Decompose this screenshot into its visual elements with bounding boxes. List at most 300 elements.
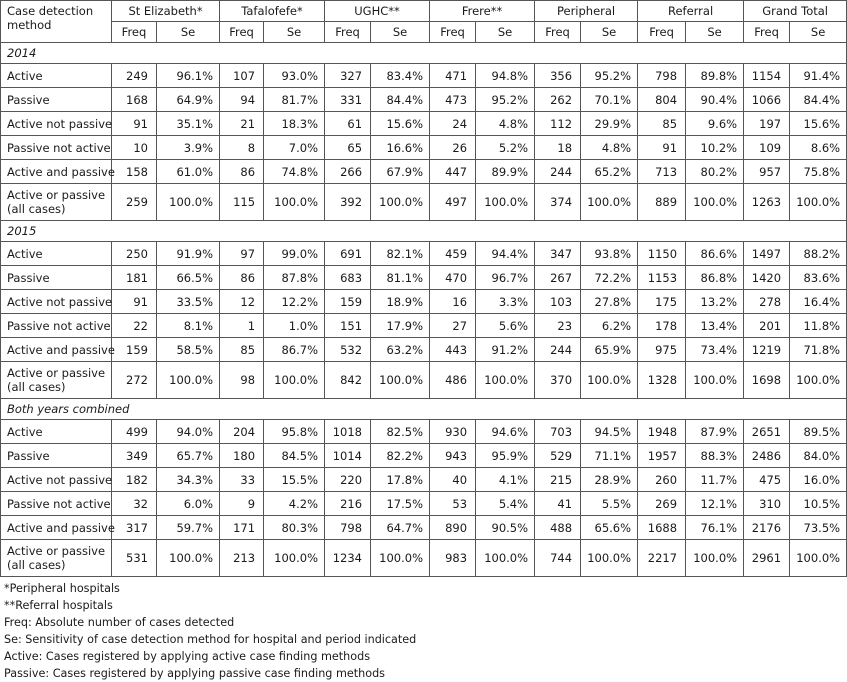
freq-cell: 159 <box>112 338 157 362</box>
freq-cell: 269 <box>638 492 686 516</box>
freq-cell: 159 <box>325 290 371 314</box>
footnote-line: Freq: Absolute number of cases detected <box>4 616 235 629</box>
freq-cell: 890 <box>430 516 476 540</box>
freq-cell: 1018 <box>325 420 371 444</box>
se-cell: 81.1% <box>371 266 430 290</box>
se-cell: 91.4% <box>790 64 847 88</box>
column-header-grand-total: Grand Total <box>744 1 847 22</box>
freq-cell: 53 <box>430 492 476 516</box>
se-cell: 90.4% <box>686 88 744 112</box>
freq-cell: 713 <box>638 160 686 184</box>
se-cell: 8.6% <box>790 136 847 160</box>
freq-cell: 24 <box>430 112 476 136</box>
se-cell: 73.5% <box>790 516 847 540</box>
se-cell: 13.4% <box>686 314 744 338</box>
se-cell: 100.0% <box>157 184 220 221</box>
se-cell: 73.4% <box>686 338 744 362</box>
freq-cell: 61 <box>325 112 371 136</box>
row-method-label: Active and passive <box>1 338 112 362</box>
se-cell: 94.8% <box>476 64 535 88</box>
row-method-label: Active and passive <box>1 160 112 184</box>
se-cell: 70.1% <box>581 88 638 112</box>
freq-cell: 115 <box>220 184 264 221</box>
se-subheader: Se <box>371 22 430 43</box>
se-cell: 71.8% <box>790 338 847 362</box>
freq-cell: 23 <box>535 314 581 338</box>
se-cell: 67.9% <box>371 160 430 184</box>
freq-cell: 2961 <box>744 540 790 577</box>
freq-cell: 488 <box>535 516 581 540</box>
table-row <box>1 420 847 444</box>
se-cell: 65.7% <box>157 444 220 468</box>
freq-cell: 804 <box>638 88 686 112</box>
freq-cell: 262 <box>535 88 581 112</box>
table-row <box>1 112 847 136</box>
se-cell: 16.0% <box>790 468 847 492</box>
se-cell: 12.2% <box>264 290 325 314</box>
freq-cell: 1 <box>220 314 264 338</box>
row-method-label: Active and passive <box>1 516 112 540</box>
se-cell: 18.9% <box>371 290 430 314</box>
freq-cell: 957 <box>744 160 790 184</box>
row-method-label: Passive not active <box>1 492 112 516</box>
se-cell: 100.0% <box>371 184 430 221</box>
freq-cell: 249 <box>112 64 157 88</box>
footnote-line: Se: Sensitivity of case detection method for hospital and period indicated <box>4 633 417 646</box>
se-cell: 64.7% <box>371 516 430 540</box>
se-subheader: Se <box>264 22 325 43</box>
section-title: Both years combined <box>1 399 847 420</box>
freq-cell: 180 <box>220 444 264 468</box>
column-header-frere: Frere** <box>430 1 535 22</box>
se-cell: 16.6% <box>371 136 430 160</box>
freq-cell: 1688 <box>638 516 686 540</box>
freq-cell: 1263 <box>744 184 790 221</box>
freq-cell: 471 <box>430 64 476 88</box>
freq-cell: 930 <box>430 420 476 444</box>
row-method-label: Active <box>1 420 112 444</box>
footnote-line: Active: Cases registered by applying active case finding methods <box>4 650 371 663</box>
se-cell: 95.9% <box>476 444 535 468</box>
se-cell: 100.0% <box>581 540 638 577</box>
column-header-tafalofefe: Tafalofefe* <box>220 1 325 22</box>
column-header-st-elizabeth: St Elizabeth* <box>112 1 220 22</box>
se-cell: 96.1% <box>157 64 220 88</box>
freq-cell: 259 <box>112 184 157 221</box>
table-row <box>1 266 847 290</box>
freq-cell: 374 <box>535 184 581 221</box>
se-cell: 100.0% <box>371 362 430 399</box>
se-cell: 93.8% <box>581 242 638 266</box>
row-method-label: Active <box>1 242 112 266</box>
se-cell: 100.0% <box>581 362 638 399</box>
se-cell: 94.6% <box>476 420 535 444</box>
se-cell: 100.0% <box>686 362 744 399</box>
se-cell: 4.1% <box>476 468 535 492</box>
se-cell: 82.1% <box>371 242 430 266</box>
se-cell: 100.0% <box>371 540 430 577</box>
freq-cell: 889 <box>638 184 686 221</box>
row-method-label: Active not passive <box>1 112 112 136</box>
freq-cell: 98 <box>220 362 264 399</box>
footnotes <box>0 577 837 682</box>
se-cell: 94.4% <box>476 242 535 266</box>
se-cell: 95.2% <box>476 88 535 112</box>
se-cell: 86.7% <box>264 338 325 362</box>
table-row <box>1 492 847 516</box>
table-row <box>1 88 847 112</box>
se-cell: 35.1% <box>157 112 220 136</box>
freq-cell: 266 <box>325 160 371 184</box>
se-cell: 33.5% <box>157 290 220 314</box>
freq-cell: 1066 <box>744 88 790 112</box>
freq-subheader: Freq <box>744 22 790 43</box>
column-header-ughc: UGHC** <box>325 1 430 22</box>
row-method-label: Active or passive (all cases) <box>1 184 112 221</box>
freq-subheader: Freq <box>112 22 157 43</box>
freq-cell: 975 <box>638 338 686 362</box>
freq-cell: 497 <box>430 184 476 221</box>
table-row <box>1 136 847 160</box>
freq-cell: 168 <box>112 88 157 112</box>
freq-cell: 349 <box>112 444 157 468</box>
freq-cell: 2486 <box>744 444 790 468</box>
row-method-label: Active not passive <box>1 468 112 492</box>
header-row <box>1 1 847 22</box>
freq-cell: 1150 <box>638 242 686 266</box>
se-cell: 65.6% <box>581 516 638 540</box>
se-cell: 10.5% <box>790 492 847 516</box>
se-cell: 75.8% <box>790 160 847 184</box>
freq-cell: 21 <box>220 112 264 136</box>
se-cell: 17.9% <box>371 314 430 338</box>
freq-cell: 470 <box>430 266 476 290</box>
se-cell: 100.0% <box>476 184 535 221</box>
se-cell: 6.2% <box>581 314 638 338</box>
se-cell: 11.7% <box>686 468 744 492</box>
se-cell: 74.8% <box>264 160 325 184</box>
se-cell: 9.6% <box>686 112 744 136</box>
se-cell: 89.8% <box>686 64 744 88</box>
footnote-line: Passive: Cases registered by applying passive case finding methods <box>4 667 386 680</box>
freq-cell: 204 <box>220 420 264 444</box>
se-cell: 100.0% <box>264 362 325 399</box>
freq-cell: 201 <box>744 314 790 338</box>
freq-cell: 178 <box>638 314 686 338</box>
freq-cell: 272 <box>112 362 157 399</box>
se-cell: 94.0% <box>157 420 220 444</box>
freq-subheader: Freq <box>535 22 581 43</box>
se-subheader: Se <box>790 22 847 43</box>
freq-cell: 12 <box>220 290 264 314</box>
row-method-label: Active <box>1 64 112 88</box>
table-row <box>1 362 847 399</box>
table-row <box>1 242 847 266</box>
freq-cell: 683 <box>325 266 371 290</box>
se-cell: 83.4% <box>371 64 430 88</box>
se-subheader: Se <box>686 22 744 43</box>
freq-cell: 27 <box>430 314 476 338</box>
freq-cell: 475 <box>744 468 790 492</box>
se-cell: 100.0% <box>157 362 220 399</box>
freq-cell: 1420 <box>744 266 790 290</box>
freq-cell: 691 <box>325 242 371 266</box>
freq-cell: 18 <box>535 136 581 160</box>
freq-cell: 392 <box>325 184 371 221</box>
se-cell: 91.9% <box>157 242 220 266</box>
freq-cell: 22 <box>112 314 157 338</box>
se-cell: 64.9% <box>157 88 220 112</box>
se-subheader: Se <box>157 22 220 43</box>
freq-cell: 97 <box>220 242 264 266</box>
freq-cell: 107 <box>220 64 264 88</box>
freq-cell: 1219 <box>744 338 790 362</box>
se-cell: 5.2% <box>476 136 535 160</box>
freq-cell: 1328 <box>638 362 686 399</box>
se-cell: 3.3% <box>476 290 535 314</box>
se-cell: 11.8% <box>790 314 847 338</box>
se-cell: 4.8% <box>581 136 638 160</box>
subheader-row <box>1 22 847 43</box>
se-cell: 71.1% <box>581 444 638 468</box>
se-cell: 28.9% <box>581 468 638 492</box>
freq-cell: 473 <box>430 88 476 112</box>
se-cell: 100.0% <box>476 540 535 577</box>
se-cell: 100.0% <box>790 362 847 399</box>
freq-cell: 1234 <box>325 540 371 577</box>
table-row <box>1 184 847 221</box>
freq-cell: 244 <box>535 338 581 362</box>
freq-subheader: Freq <box>430 22 476 43</box>
se-cell: 84.5% <box>264 444 325 468</box>
freq-cell: 459 <box>430 242 476 266</box>
freq-cell: 85 <box>220 338 264 362</box>
freq-cell: 2651 <box>744 420 790 444</box>
freq-cell: 798 <box>325 516 371 540</box>
freq-cell: 86 <box>220 160 264 184</box>
freq-subheader: Freq <box>325 22 371 43</box>
table-row <box>1 160 847 184</box>
se-cell: 95.8% <box>264 420 325 444</box>
table-row <box>1 338 847 362</box>
se-cell: 13.2% <box>686 290 744 314</box>
se-cell: 7.0% <box>264 136 325 160</box>
freq-cell: 842 <box>325 362 371 399</box>
se-cell: 16.4% <box>790 290 847 314</box>
se-cell: 93.0% <box>264 64 325 88</box>
freq-cell: 267 <box>535 266 581 290</box>
freq-cell: 197 <box>744 112 790 136</box>
se-cell: 100.0% <box>686 184 744 221</box>
freq-cell: 486 <box>430 362 476 399</box>
se-cell: 100.0% <box>264 540 325 577</box>
se-cell: 3.9% <box>157 136 220 160</box>
se-cell: 15.6% <box>371 112 430 136</box>
row-method-label: Active or passive (all cases) <box>1 362 112 399</box>
se-cell: 61.0% <box>157 160 220 184</box>
se-cell: 86.6% <box>686 242 744 266</box>
freq-cell: 91 <box>638 136 686 160</box>
se-cell: 83.6% <box>790 266 847 290</box>
se-cell: 88.2% <box>790 242 847 266</box>
table-row <box>1 468 847 492</box>
se-cell: 27.8% <box>581 290 638 314</box>
se-cell: 84.4% <box>371 88 430 112</box>
table-row <box>1 516 847 540</box>
se-cell: 15.6% <box>790 112 847 136</box>
row-method-label: Active or passive (all cases) <box>1 540 112 577</box>
se-cell: 89.9% <box>476 160 535 184</box>
freq-cell: 983 <box>430 540 476 577</box>
row-method-label: Active not passive <box>1 290 112 314</box>
freq-cell: 9 <box>220 492 264 516</box>
freq-cell: 327 <box>325 64 371 88</box>
se-cell: 15.5% <box>264 468 325 492</box>
se-cell: 12.1% <box>686 492 744 516</box>
freq-cell: 220 <box>325 468 371 492</box>
se-cell: 8.1% <box>157 314 220 338</box>
se-cell: 4.2% <box>264 492 325 516</box>
se-cell: 89.5% <box>790 420 847 444</box>
freq-cell: 91 <box>112 290 157 314</box>
se-cell: 17.8% <box>371 468 430 492</box>
freq-cell: 94 <box>220 88 264 112</box>
freq-cell: 250 <box>112 242 157 266</box>
freq-cell: 443 <box>430 338 476 362</box>
freq-cell: 32 <box>112 492 157 516</box>
row-method-label: Passive <box>1 266 112 290</box>
se-cell: 82.2% <box>371 444 430 468</box>
freq-cell: 1957 <box>638 444 686 468</box>
se-cell: 58.5% <box>157 338 220 362</box>
se-cell: 6.0% <box>157 492 220 516</box>
freq-cell: 33 <box>220 468 264 492</box>
freq-cell: 356 <box>535 64 581 88</box>
freq-cell: 112 <box>535 112 581 136</box>
freq-cell: 499 <box>112 420 157 444</box>
se-cell: 1.0% <box>264 314 325 338</box>
se-cell: 76.1% <box>686 516 744 540</box>
se-cell: 29.9% <box>581 112 638 136</box>
se-cell: 59.7% <box>157 516 220 540</box>
freq-cell: 1497 <box>744 242 790 266</box>
se-cell: 87.9% <box>686 420 744 444</box>
freq-cell: 65 <box>325 136 371 160</box>
row-method-label: Passive not active <box>1 136 112 160</box>
table-row <box>1 444 847 468</box>
freq-cell: 1154 <box>744 64 790 88</box>
se-cell: 63.2% <box>371 338 430 362</box>
se-cell: 5.5% <box>581 492 638 516</box>
freq-cell: 744 <box>535 540 581 577</box>
footnote-line: *Peripheral hospitals <box>4 582 120 595</box>
row-method-label: Passive <box>1 88 112 112</box>
se-subheader: Se <box>581 22 638 43</box>
freq-cell: 447 <box>430 160 476 184</box>
se-cell: 99.0% <box>264 242 325 266</box>
freq-cell: 2176 <box>744 516 790 540</box>
se-cell: 65.2% <box>581 160 638 184</box>
freq-cell: 103 <box>535 290 581 314</box>
freq-cell: 703 <box>535 420 581 444</box>
freq-cell: 171 <box>220 516 264 540</box>
se-cell: 18.3% <box>264 112 325 136</box>
section-title: 2014 <box>1 43 847 64</box>
freq-cell: 529 <box>535 444 581 468</box>
freq-cell: 109 <box>744 136 790 160</box>
table-row <box>1 290 847 314</box>
freq-cell: 310 <box>744 492 790 516</box>
freq-cell: 1698 <box>744 362 790 399</box>
section-row <box>1 399 847 420</box>
freq-cell: 215 <box>535 468 581 492</box>
se-cell: 5.6% <box>476 314 535 338</box>
freq-cell: 531 <box>112 540 157 577</box>
se-cell: 10.2% <box>686 136 744 160</box>
freq-cell: 151 <box>325 314 371 338</box>
freq-cell: 331 <box>325 88 371 112</box>
section-row <box>1 43 847 64</box>
freq-cell: 85 <box>638 112 686 136</box>
se-cell: 100.0% <box>264 184 325 221</box>
freq-cell: 244 <box>535 160 581 184</box>
se-cell: 84.4% <box>790 88 847 112</box>
freq-cell: 10 <box>112 136 157 160</box>
se-cell: 72.2% <box>581 266 638 290</box>
freq-cell: 40 <box>430 468 476 492</box>
freq-cell: 91 <box>112 112 157 136</box>
freq-cell: 943 <box>430 444 476 468</box>
freq-cell: 1014 <box>325 444 371 468</box>
freq-cell: 182 <box>112 468 157 492</box>
freq-cell: 347 <box>535 242 581 266</box>
table-body <box>1 1 847 577</box>
se-cell: 4.8% <box>476 112 535 136</box>
freq-subheader: Freq <box>220 22 264 43</box>
se-cell: 100.0% <box>790 184 847 221</box>
freq-cell: 158 <box>112 160 157 184</box>
se-cell: 81.7% <box>264 88 325 112</box>
freq-cell: 213 <box>220 540 264 577</box>
se-cell: 84.0% <box>790 444 847 468</box>
se-cell: 80.2% <box>686 160 744 184</box>
se-cell: 100.0% <box>686 540 744 577</box>
se-cell: 96.7% <box>476 266 535 290</box>
column-header-peripheral: Peripheral <box>535 1 638 22</box>
column-header-referral: Referral <box>638 1 744 22</box>
se-cell: 90.5% <box>476 516 535 540</box>
freq-cell: 370 <box>535 362 581 399</box>
se-cell: 86.8% <box>686 266 744 290</box>
freq-cell: 26 <box>430 136 476 160</box>
se-cell: 100.0% <box>790 540 847 577</box>
se-cell: 94.5% <box>581 420 638 444</box>
freq-cell: 86 <box>220 266 264 290</box>
table-row <box>1 314 847 338</box>
se-cell: 34.3% <box>157 468 220 492</box>
se-cell: 82.5% <box>371 420 430 444</box>
se-cell: 100.0% <box>157 540 220 577</box>
footnote-line: **Referral hospitals <box>4 599 113 612</box>
freq-cell: 1153 <box>638 266 686 290</box>
se-cell: 66.5% <box>157 266 220 290</box>
freq-cell: 260 <box>638 468 686 492</box>
se-cell: 88.3% <box>686 444 744 468</box>
freq-cell: 16 <box>430 290 476 314</box>
freq-cell: 8 <box>220 136 264 160</box>
se-subheader: Se <box>476 22 535 43</box>
se-cell: 80.3% <box>264 516 325 540</box>
